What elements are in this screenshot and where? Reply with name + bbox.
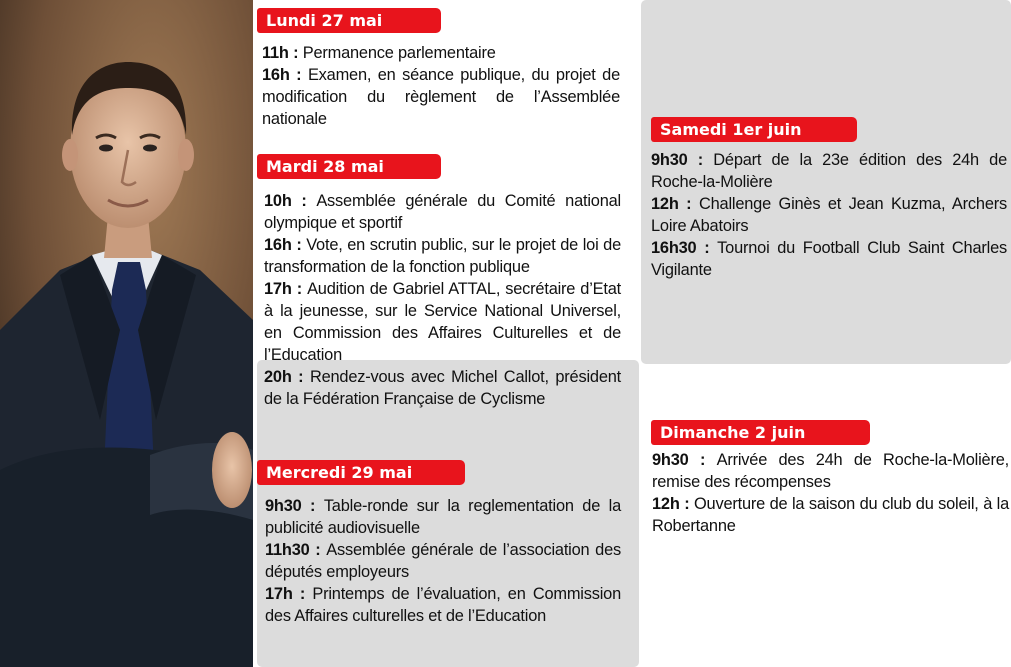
event-text: Permanence parlementaire (302, 44, 496, 62)
event-text: Ouverture de la saison du club du soleil, à la Robertanne (652, 495, 1010, 535)
event-text: Printemps de l’évaluation, en Commission des Affaires culturelles et de l’Education (265, 585, 621, 625)
event-text: Tournoi du Football Club Saint Charles Vigilante (651, 239, 1007, 279)
schedule-entry (652, 493, 1009, 537)
event-text: Vote, en scrutin public, sur le projet de loi de transformation de la fonction publique (264, 236, 621, 276)
event-separator: : (687, 151, 714, 169)
event-text: Assemblée générale du Comité national olympique et sportif (264, 192, 621, 232)
event-time: 16h (262, 66, 290, 84)
event-text: Audition de Gabriel ATTAL, secrétaire d’Etat à la jeunesse, sur le Service National Universel, en Commission des Affaires Culturelles et de l’Education (264, 280, 622, 364)
event-separator: : (289, 66, 308, 84)
schedule-entry (262, 42, 620, 64)
schedule-entry (264, 234, 621, 278)
portrait-illustration (0, 0, 253, 667)
event-separator: : (288, 44, 303, 62)
event-text: Table-ronde sur la reglementation de la publicité audiovisuelle (265, 497, 621, 537)
event-time: 10h (264, 192, 292, 210)
schedule-mercredi (265, 495, 621, 627)
day-header-lundi: Lundi 27 mai (257, 8, 441, 33)
event-text: Rendez-vous avec Michel Callot, président de la Fédération Française de Cyclisme (264, 368, 622, 408)
day-header-mercredi: Mercredi 29 mai (257, 460, 465, 485)
schedule-mardi (264, 190, 621, 410)
event-text: Départ de la 23e édition des 24h de Roche-la-Molière (651, 151, 1008, 191)
day-header-samedi: Samedi 1er juin (651, 117, 857, 142)
event-time: 11h (262, 44, 289, 62)
day-header-mardi: Mardi 28 mai (257, 154, 441, 179)
event-separator: : (291, 368, 310, 386)
event-time: 20h (264, 368, 292, 386)
event-time: 9h30 (651, 151, 688, 169)
event-time: 17h (264, 280, 292, 298)
portrait-photo (0, 0, 253, 667)
event-separator: : (301, 497, 324, 515)
event-separator: : (678, 195, 699, 213)
schedule-entry (262, 64, 620, 130)
schedule-dimanche (652, 449, 1009, 537)
event-separator: : (291, 236, 307, 254)
schedule-entry (265, 495, 621, 539)
event-time: 16h (264, 236, 292, 254)
event-time: 17h (265, 585, 293, 603)
event-time: 9h30 (265, 497, 302, 515)
schedule-entry (651, 149, 1007, 193)
schedule-samedi (651, 149, 1007, 281)
schedule-entry (651, 193, 1007, 237)
event-separator: : (679, 495, 694, 513)
schedule-entry (265, 583, 621, 627)
event-text: Challenge Ginès et Jean Kuzma, Archers Loire Abatoirs (651, 195, 1007, 235)
event-time: 16h30 (651, 239, 697, 257)
event-time: 12h (651, 195, 679, 213)
event-text: Assemblée générale de l’association des députés employeurs (265, 541, 622, 581)
event-text: Examen, en séance publique, du projet de modification du règlement de l’Assemblée nationale (262, 66, 620, 128)
schedule-entry (264, 366, 621, 410)
schedule-entry (264, 190, 621, 234)
event-separator: : (291, 280, 308, 298)
event-text: Arrivée des 24h de Roche-la-Molière, remise des récompenses (652, 451, 1009, 491)
event-time: 9h30 (652, 451, 689, 469)
event-separator: : (291, 192, 317, 210)
schedule-entry (264, 278, 621, 366)
event-separator: : (696, 239, 718, 257)
event-time: 11h30 (265, 541, 310, 559)
event-separator: : (309, 541, 327, 559)
event-separator: : (292, 585, 313, 603)
event-time: 12h (652, 495, 680, 513)
schedule-lundi (262, 42, 620, 130)
event-separator: : (688, 451, 717, 469)
schedule-entry (651, 237, 1007, 281)
day-header-dimanche: Dimanche 2 juin (651, 420, 870, 445)
schedule-entry (652, 449, 1009, 493)
schedule-entry (265, 539, 621, 583)
